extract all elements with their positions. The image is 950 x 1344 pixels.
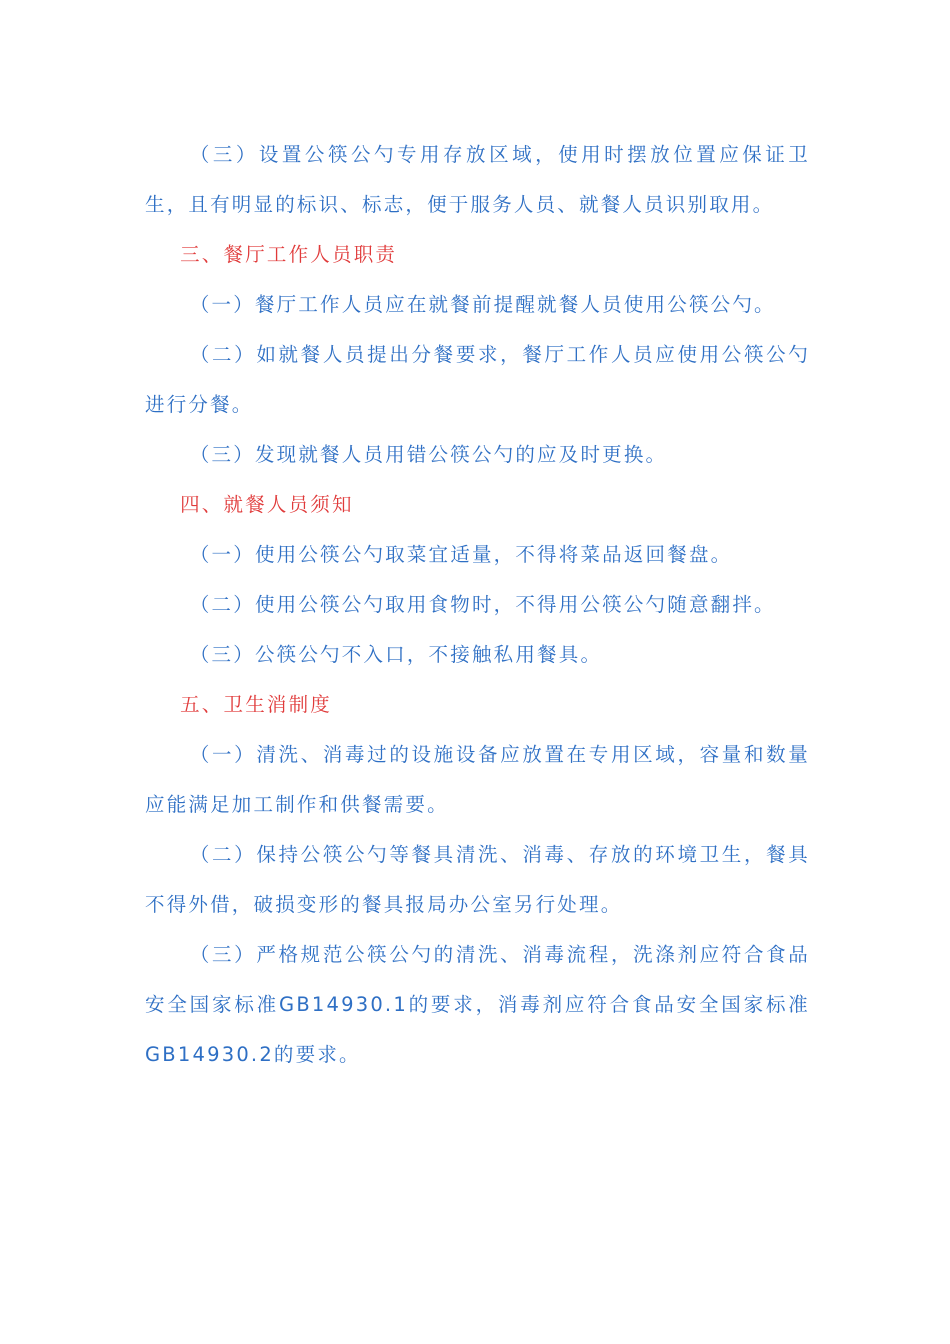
paragraph-remind-diners: （一）餐厅工作人员应在就餐前提醒就餐人员使用公筷公勺。 [189, 293, 776, 316]
document-body [145, 130, 810, 1080]
paragraph-storage-area: （三）设置公筷公勺专用存放区域，使用时摆放位置应保证卫生，且有明显的标识、标志，便于服务人员、就餐人员识别取用。 [145, 143, 810, 216]
paragraph-disinfected-storage: （一）清洗、消毒过的设施设备应放置在专用区域，容量和数量应能满足加工制作和供餐需要。 [145, 743, 810, 816]
section-heading-diner-notice: 四、就餐人员须知 [180, 493, 354, 516]
paragraph-environment-hygiene: （二）保持公筷公勺等餐具清洗、消毒、存放的环境卫生，餐具不得外借，破损变形的餐具报局办公室另行处理。 [145, 843, 810, 916]
section-heading-hygiene: 五、卫生消制度 [180, 693, 332, 716]
paragraph-serve-portions: （二）如就餐人员提出分餐要求，餐厅工作人员应使用公筷公勺进行分餐。 [145, 343, 810, 416]
paragraph-no-mouth-contact: （三）公筷公勺不入口，不接触私用餐具。 [189, 643, 603, 666]
paragraph-no-stirring: （二）使用公筷公勺取用食物时，不得用公筷公勺随意翻拌。 [189, 593, 776, 616]
paragraph-moderate-portions: （一）使用公筷公勺取菜宜适量，不得将菜品返回餐盘。 [189, 543, 733, 566]
section-heading-staff-duties: 三、餐厅工作人员职责 [180, 243, 398, 266]
paragraph-cleaning-standards: （三）严格规范公筷公勺的清洗、消毒流程，洗涤剂应符合食品安全国家标准GB14930.1的要求，消毒剂应符合食品安全国家标准GB14930.2的要求。 [145, 943, 810, 1066]
paragraph-replace-utensils: （三）发现就餐人员用错公筷公勺的应及时更换。 [189, 443, 668, 466]
